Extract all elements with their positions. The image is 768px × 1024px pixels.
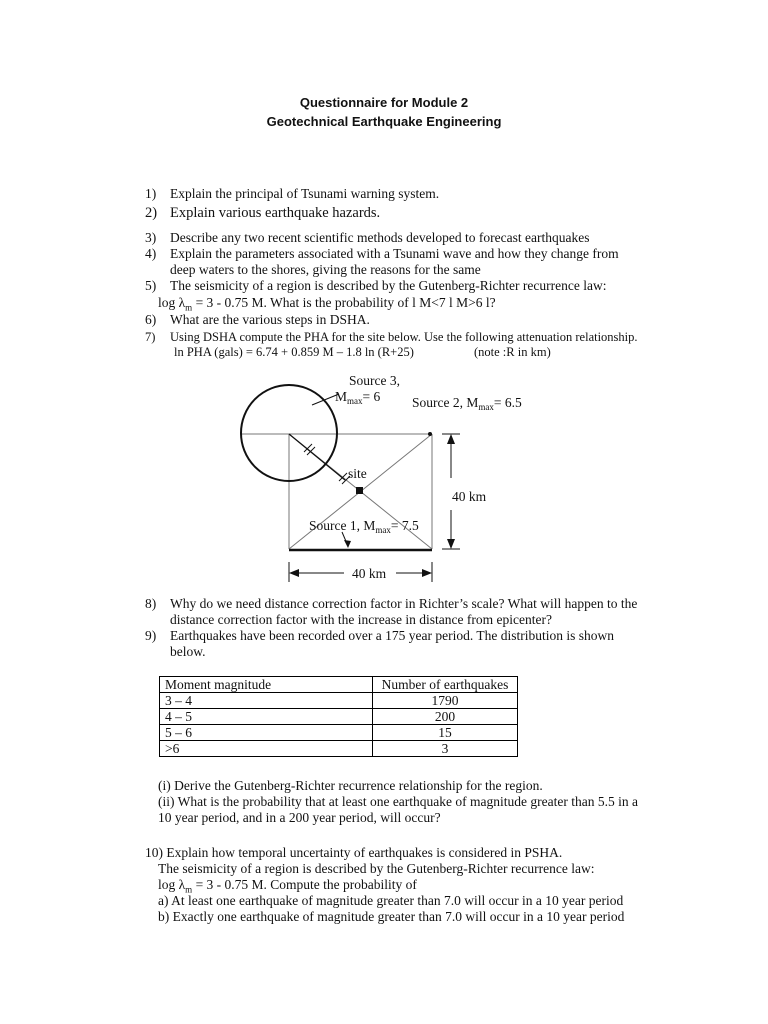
earthquake-distribution-table xyxy=(159,676,518,757)
table-header: Number of earthquakes xyxy=(373,677,518,693)
page-subtitle: Geotechnical Earthquake Engineering xyxy=(266,114,502,129)
table-row xyxy=(160,693,518,709)
source-3-mmax: $M_{max}= 6$ xyxy=(335,389,381,406)
page-title: Questionnaire for Module 2 xyxy=(299,95,469,110)
question-7-formula: ln PHA (gals) = 6.74 + 0.859 M – 1.8 ln (R+25) xyxy=(174,345,414,359)
arrowhead xyxy=(447,539,455,549)
question-10-b: b) Exactly one earthquake of magnitude greater than 7.0 will occur in a 10 year period xyxy=(158,909,625,924)
table-cell: 4 – 5 xyxy=(160,709,373,725)
source-3-label: Source 3, xyxy=(349,373,400,388)
table-cell: 3 – 4 xyxy=(160,693,373,709)
site-label: site xyxy=(348,466,367,481)
question-1: 1) Explain the principal of Tsunami warning system. xyxy=(145,186,440,201)
question-3: 3) Describe any two recent scientific methods developed to forecast earthquakes xyxy=(145,230,590,245)
question-5-formula: $\log \lambda_m = 3 - 0.75$ M. What is the probability of l M<7 l M>6 l? xyxy=(158,295,496,313)
source-2-point xyxy=(428,432,432,436)
vertical-dimension-label: 40 km xyxy=(452,489,487,504)
table-header-row xyxy=(160,677,518,693)
question-9-part-ii-cont: 10 year period, and in a 200 year period, will occur? xyxy=(158,810,441,825)
table-header: Moment magnitude xyxy=(160,677,373,693)
question-10-line2: The seismicity of a region is described by the Gutenberg-Richter recurrence law: xyxy=(158,861,595,876)
table-cell: >6 xyxy=(160,741,373,757)
table-cell: 3 xyxy=(373,741,518,757)
question-2: 2) Explain various earthquake hazards. xyxy=(145,205,381,221)
question-4-cont: deep waters to the shores, giving the reasons for the same xyxy=(170,262,481,277)
source-1-label: Source 1, $M_{max}= 7.5$ xyxy=(309,518,419,535)
table-row xyxy=(160,741,518,757)
table-cell: 1790 xyxy=(373,693,518,709)
arrowhead xyxy=(344,540,351,548)
question-7-note: (note :R in km) xyxy=(474,345,551,359)
question-5: 5) The seismicity of a region is described by the Gutenberg-Richter recurrence law: xyxy=(145,278,607,293)
question-10-a: a) At least one earthquake of magnitude greater than 7.0 will occur in a 10 year period xyxy=(158,893,624,908)
question-10-formula: $\log \lambda_m = 3 - 0.75$ M. Compute the probability of xyxy=(158,877,417,895)
table-cell: 200 xyxy=(373,709,518,725)
arrowhead xyxy=(447,434,455,444)
table-cell: 5 – 6 xyxy=(160,725,373,741)
question-9: 9) Earthquakes have been recorded over a 175 year period. The distribution is shown xyxy=(145,628,614,643)
arrowhead xyxy=(289,569,299,577)
question-9-cont: below. xyxy=(170,644,206,659)
question-8-cont: distance correction factor with the increase in distance from epicenter? xyxy=(170,612,552,627)
table-row xyxy=(160,725,518,741)
table-row xyxy=(160,709,518,725)
table-cell: 15 xyxy=(373,725,518,741)
source-2-label: Source 2, $M_{max}= 6.5$ xyxy=(412,395,522,412)
question-4: 4) Explain the parameters associated with a Tsunami wave and how they change from xyxy=(145,246,619,261)
question-10: 10) Explain how temporal uncertainty of earthquakes is considered in PSHA. xyxy=(145,845,563,860)
question-8: 8) Why do we need distance correction factor in Richter’s scale? What will happen to the xyxy=(145,596,638,611)
question-7: 7) Using DSHA compute the PHA for the site below. Use the following attenuation relationship. xyxy=(145,330,638,344)
arrowhead xyxy=(422,569,432,577)
question-9-part-ii: (ii) What is the probability that at least one earthquake of magnitude greater than 5.5 in a xyxy=(158,794,638,809)
question-9-part-i: (i) Derive the Gutenberg-Richter recurrence relationship for the region. xyxy=(158,778,543,793)
question-6: 6) What are the various steps in DSHA. xyxy=(145,312,370,327)
horizontal-dimension-label: 40 km xyxy=(352,566,387,581)
site-marker xyxy=(356,487,363,494)
